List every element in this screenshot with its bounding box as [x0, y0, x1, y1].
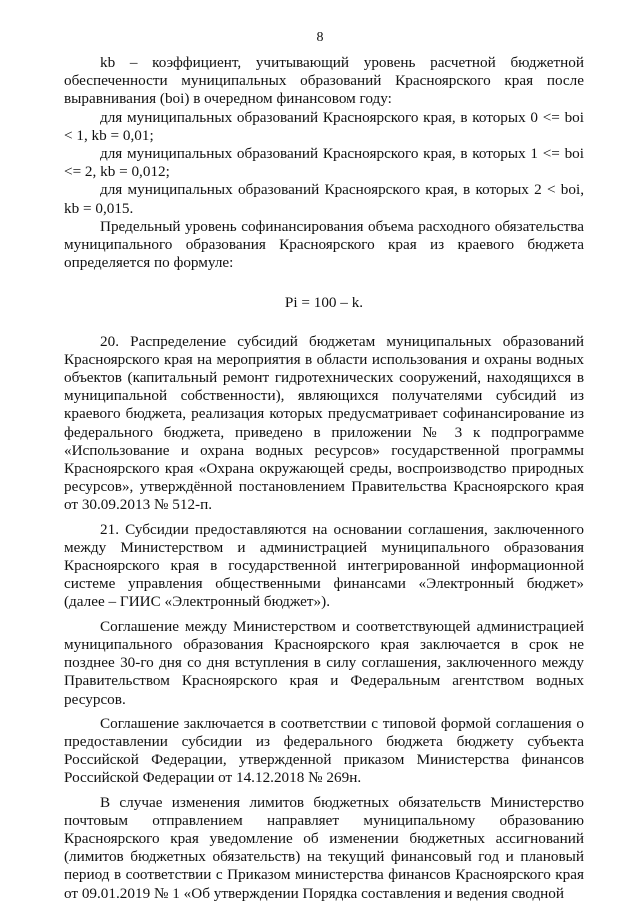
paragraph-kb-definition: kb – коэффициент, учитывающий уровень расчетной бюджетной обеспеченности муниципальных образований Красноярского края после выравнивания (boi) в очередном финансовом году: — [64, 54, 584, 108]
paragraph-kb-range-3: для муниципальных образований Красноярского края, в которых 2 < boi, kb = 0,015. — [64, 181, 584, 217]
paragraph-kb-range-2: для муниципальных образований Красноярского края, в которых 1 <= boi <= 2, kb = 0,012; — [64, 145, 584, 181]
paragraph-20: 20. Распределение субсидий бюджетам муниципальных образований Красноярского края на мероприятия в области использования и охраны водных объектов (капитальный ремонт гидротехнических сооружений, находящихся в муниципальной собственности), являющихся получателями субсидий из краевого бюджета, реализация которых предусматривает софинансирование из федерального бюджета, приведено в приложении № 3 к подпрограмме «Использование и охрана водных ресурсов» государственной программы Красноярского края «Охрана окружающей среды, воспроизводство природных ресурсов», утверждённой постановлением Правительства Красноярского края от 30.09.2013 № 512-п. — [64, 332, 584, 514]
paragraph-agreement-form: Соглашение заключается в соответствии с типовой формой соглашения о предоставлении субсидии из федерального бюджета бюджету субъекта Российской Федерации, утвержденной приказом Министерства финансов Российской Федерации от 14.12.2018 № 269н. — [64, 714, 584, 787]
document-body — [64, 54, 584, 903]
page-number: 8 — [316, 30, 324, 45]
paragraph-cofinancing-limit: Предельный уровень софинансирования объема расходного обязательства муниципального образования Красноярского края из краевого бюджета определяется по формуле: — [64, 217, 584, 272]
paragraph-limit-change: В случае изменения лимитов бюджетных обязательств Министерство почтовым отправлением направляет муниципальному образованию Красноярского края уведомление об изменении бюджетных ассигнований (лимитов бюджетных обязательств) на текущий финансовый год и плановый период в соответствии с Приказом министерства финансов Красноярского края от 09.01.2019 № 1 «Об утверждении Порядка составления и ведения сводной — [64, 793, 584, 902]
formula-pi: Pi = 100 – k. — [284, 294, 364, 312]
paragraph-agreement-deadline: Соглашение между Министерством и соответствующей администрацией муниципального образования Красноярского края заключается в срок не позднее 30-го дня со дня вступления в силу соглашения, заключенного между Правительством Красноярского края и Федеральным агентством водных ресурсов. — [64, 617, 584, 708]
paragraph-kb-range-1: для муниципальных образований Красноярского края, в которых 0 <= boi < 1, kb = 0,01; — [64, 108, 584, 144]
paragraph-21: 21. Субсидии предоставляются на основании соглашения, заключенного между Министерством и администрацией муниципального образования Красноярского края в государственной интегрированной информационной системе управления общественными финансами «Электронный бюджет» (далее – ГИИС «Электронный бюджет»). — [64, 520, 584, 611]
